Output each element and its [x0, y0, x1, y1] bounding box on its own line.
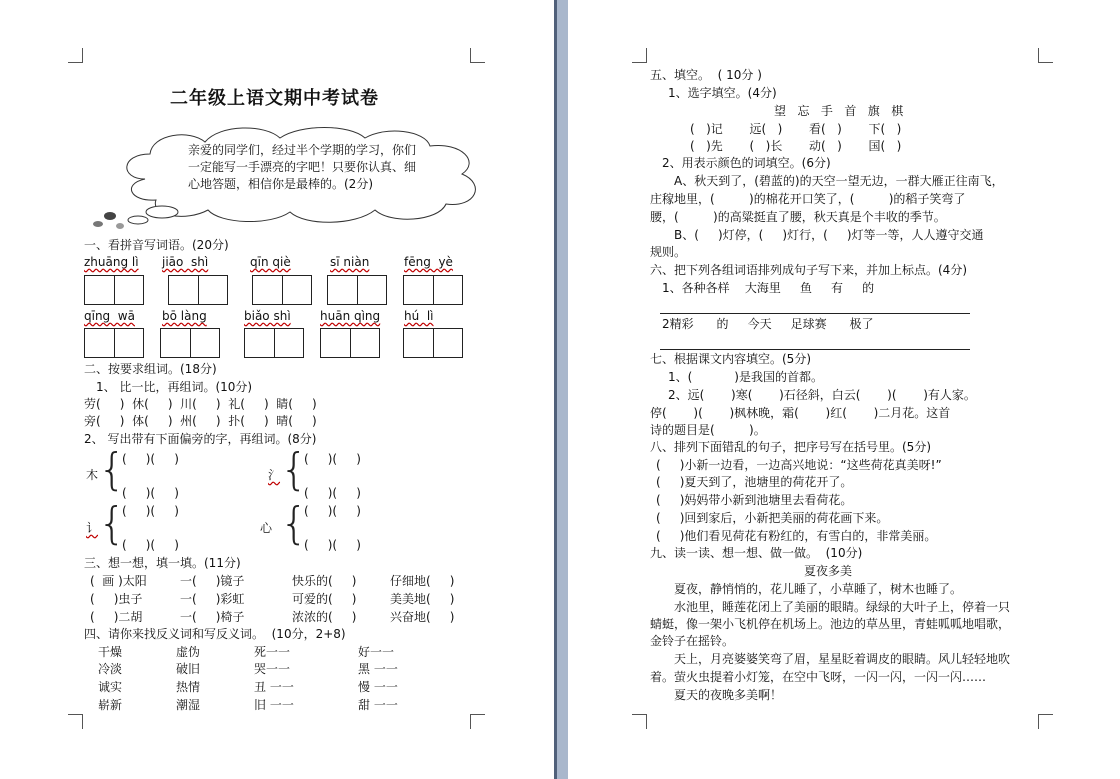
fill-cell: 浓浓的( ): [292, 610, 357, 624]
reading-line: 蜻蜓，像一架小飞机停在机场上。池边的草丛里，青蛙呱呱地唱歌，: [650, 617, 1011, 631]
antonym-word: 崭新: [98, 698, 123, 712]
writing-grid[interactable]: [84, 275, 144, 305]
writing-grid[interactable]: [320, 328, 380, 358]
paragraph-line: 腰，( )的高粱挺直了腰，秋天真是个丰收的季节。: [650, 210, 946, 224]
antonym-word: 好一一: [358, 645, 395, 659]
intro-text: 亲爱的同学们，经过半个学期的学习，你们一定能写一手漂亮的字吧！只要你认真、细心地答题，相信你是最棒的。(2分): [188, 143, 417, 191]
brace-icon: {: [280, 444, 308, 495]
poem-line: 停( )( )枫林晚，霜( )红( )二月花。这首: [650, 406, 951, 420]
poem-line: 诗的题目是( )。: [650, 423, 766, 437]
antonym-word: 丑 一一: [254, 680, 294, 694]
word-group: 2精彩 的 今天 足球赛 极了: [662, 317, 874, 331]
reading-line: 夏夜，静悄悄的，花儿睡了，小草睡了，树木也睡了。: [674, 582, 963, 596]
answer-blank: ( )( ): [122, 504, 179, 518]
fill-cell: 一( )镜子: [180, 574, 245, 588]
section-heading: 三、想一想，填一填。(11分): [84, 556, 241, 570]
word-group: 1、各种各样 大海里 鱼 有 的: [662, 281, 875, 295]
crop-mark: [632, 48, 647, 63]
pinyin-label: qīng wā: [84, 309, 135, 323]
fill-cell: 可爱的( ): [292, 592, 357, 606]
answer-blank: ( )( ): [304, 452, 361, 466]
radical-label: 讠: [86, 521, 99, 535]
antonym-word: 热情: [176, 680, 201, 694]
fill-cell: 一( )椅子: [180, 610, 245, 624]
paragraph-line: 规则。: [650, 245, 687, 259]
fill-cell: 一( )彩虹: [180, 592, 245, 606]
reading-line: 着。萤火虫提着小灯笼，在空中飞呀，一闪一闪，一闪一闪……: [650, 670, 987, 684]
crop-mark: [470, 714, 485, 729]
sentence-item: ( )夏天到了，池塘里的荷花开了。: [656, 475, 853, 489]
fill-cell: ( )虫子: [90, 592, 143, 606]
crop-mark: [68, 714, 83, 729]
radical-label: 心: [260, 521, 273, 535]
writing-grid[interactable]: [327, 275, 387, 305]
pinyin-label: sī niàn: [330, 255, 370, 269]
fill-cell: 仔细地( ): [390, 574, 455, 588]
exam-page-left: [0, 0, 554, 779]
compare-row: 劳( ) 休( ) 川( ) 礼( ) 睛( ): [84, 397, 317, 411]
antonym-word: 哭一一: [254, 662, 291, 676]
writing-grid[interactable]: [160, 328, 220, 358]
antonym-word: 潮湿: [176, 698, 201, 712]
brace-icon: {: [98, 444, 126, 495]
answer-line[interactable]: [660, 313, 970, 314]
pinyin-label: hú lì: [404, 309, 434, 323]
section-heading: 二、按要求组词。(18分): [84, 362, 217, 376]
crop-mark: [1038, 48, 1053, 63]
fill-cell: ( )二胡: [90, 610, 143, 624]
compare-row: 旁( ) 体( ) 州( ) 扑( ) 晴( ): [84, 414, 317, 428]
crop-mark: [632, 714, 647, 729]
fill-row: ( )记 远( ) 看( ) 下( ): [690, 122, 902, 136]
brace-icon: {: [280, 498, 308, 549]
sentence-item: ( )妈妈带小新到池塘里去看荷花。: [656, 493, 853, 507]
fill-cell: 美美地( ): [390, 592, 455, 606]
answer-blank: ( )( ): [122, 452, 179, 466]
antonym-word: 冷淡: [98, 662, 123, 676]
answer-blank: ( )( ): [304, 486, 361, 500]
antonym-word: 甜 一一: [358, 698, 398, 712]
pinyin-label: zhuāng lì: [84, 255, 139, 269]
antonym-word: 虚伪: [176, 645, 201, 659]
sub-heading: 1、 比一比，再组词。(10分): [96, 380, 253, 394]
poem-line: 2、远( )寒( )石径斜，白云( )( )有人家。: [668, 388, 976, 402]
writing-grid[interactable]: [403, 328, 463, 358]
section-heading: 九、读一读、想一想、做一做。 (10分): [650, 546, 863, 560]
paragraph-line: A、秋天到了，(碧蓝的)的天空一望无边，一群大雁正往南飞，: [674, 174, 1004, 188]
antonym-word: 黑 一一: [358, 662, 398, 676]
answer-line[interactable]: [660, 349, 970, 350]
exam-page-right: [568, 0, 1120, 779]
antonym-word: 干燥: [98, 645, 123, 659]
writing-grid[interactable]: [403, 275, 463, 305]
writing-grid[interactable]: [252, 275, 312, 305]
exam-title: 二年级上语文期中考试卷: [170, 88, 379, 109]
antonym-word: 诚实: [98, 680, 123, 694]
reading-line: 水池里，睡莲花闭上了美丽的眼睛。绿绿的大叶子上，停着一只: [674, 600, 1011, 614]
sentence-item: ( )小新一边看，一边高兴地说：“这些荷花真美呀!”: [656, 458, 942, 472]
section-heading: 四、请你来找反义词和写反义词。 (10分，2+8): [84, 627, 346, 641]
char-choices: 望 忘 手 首 旗 棋: [774, 104, 904, 118]
pinyin-label: fēng yè: [404, 255, 453, 269]
fill-cell: 兴奋地( ): [390, 610, 455, 624]
answer-blank: ( )( ): [304, 538, 361, 552]
radical-label: 氵: [268, 468, 281, 482]
sub-heading: 1、选字填空。(4分): [668, 86, 777, 100]
poem-line: 1、( )是我国的首都。: [668, 370, 823, 384]
answer-blank: ( )( ): [122, 486, 179, 500]
sub-heading: 2、 写出带有下面偏旁的字，再组词。(8分): [84, 432, 317, 446]
antonym-word: 慢 一一: [358, 680, 398, 694]
section-heading: 七、根据课文内容填空。(5分): [650, 352, 811, 366]
section-heading: 一、看拼音写词语。(20分): [84, 238, 229, 252]
poem-title: 夏夜多美: [804, 564, 853, 578]
reading-line: 夏天的夜晚多美啊！: [674, 688, 783, 702]
fill-cell: 快乐的( ): [292, 574, 357, 588]
answer-blank: ( )( ): [304, 504, 361, 518]
paragraph-line: B、( )灯停，( )灯行，( )灯等一等，人人遵守交通: [674, 228, 984, 242]
reading-line: 金铃子在摇铃。: [650, 634, 735, 648]
pinyin-label: biǎo shì: [244, 309, 291, 323]
crop-mark: [470, 48, 485, 63]
fill-cell: ( 画 )太阳: [90, 574, 147, 588]
fill-row: ( )先 ( )长 动( ) 国( ): [690, 139, 902, 153]
antonym-word: 死一一: [254, 645, 291, 659]
reading-line: 天上，月亮婆婆笑弯了眉，星星眨着调皮的眼睛。风儿轻轻地吹: [674, 652, 1011, 666]
antonym-word: 旧 一一: [254, 698, 294, 712]
writing-grid[interactable]: [84, 328, 144, 358]
page-gutter: [554, 0, 568, 779]
crop-mark: [1038, 714, 1053, 729]
pinyin-label: qīn qiè: [250, 255, 291, 269]
section-heading: 六、把下列各组词语排列成句子写下来，并加上标点。(4分): [650, 263, 968, 277]
writing-grid[interactable]: [168, 275, 228, 305]
sentence-item: ( )他们看见荷花有粉红的，有雪白的，非常美丽。: [656, 529, 937, 543]
paragraph-line: 庄稼地里，( )的棉花开口笑了，( )的稻子笑弯了: [650, 192, 966, 206]
radical-label: 木: [86, 468, 99, 482]
crop-mark: [68, 48, 83, 63]
answer-blank: ( )( ): [122, 538, 179, 552]
sub-heading: 2、用表示颜色的词填空。(6分): [662, 156, 831, 170]
antonym-word: 破旧: [176, 662, 201, 676]
brace-icon: {: [98, 498, 126, 549]
pinyin-label: bō làng: [162, 309, 207, 323]
sentence-item: ( )回到家后，小新把美丽的荷花画下来。: [656, 511, 889, 525]
pinyin-label: jiāo shì: [162, 255, 209, 269]
section-heading: 八、排列下面错乱的句子，把序号写在括号里。(5分): [650, 440, 932, 454]
pinyin-label: huān qìng: [320, 309, 381, 323]
section-heading: 五、填空。 ( 10分 ): [650, 68, 762, 82]
writing-grid[interactable]: [244, 328, 304, 358]
